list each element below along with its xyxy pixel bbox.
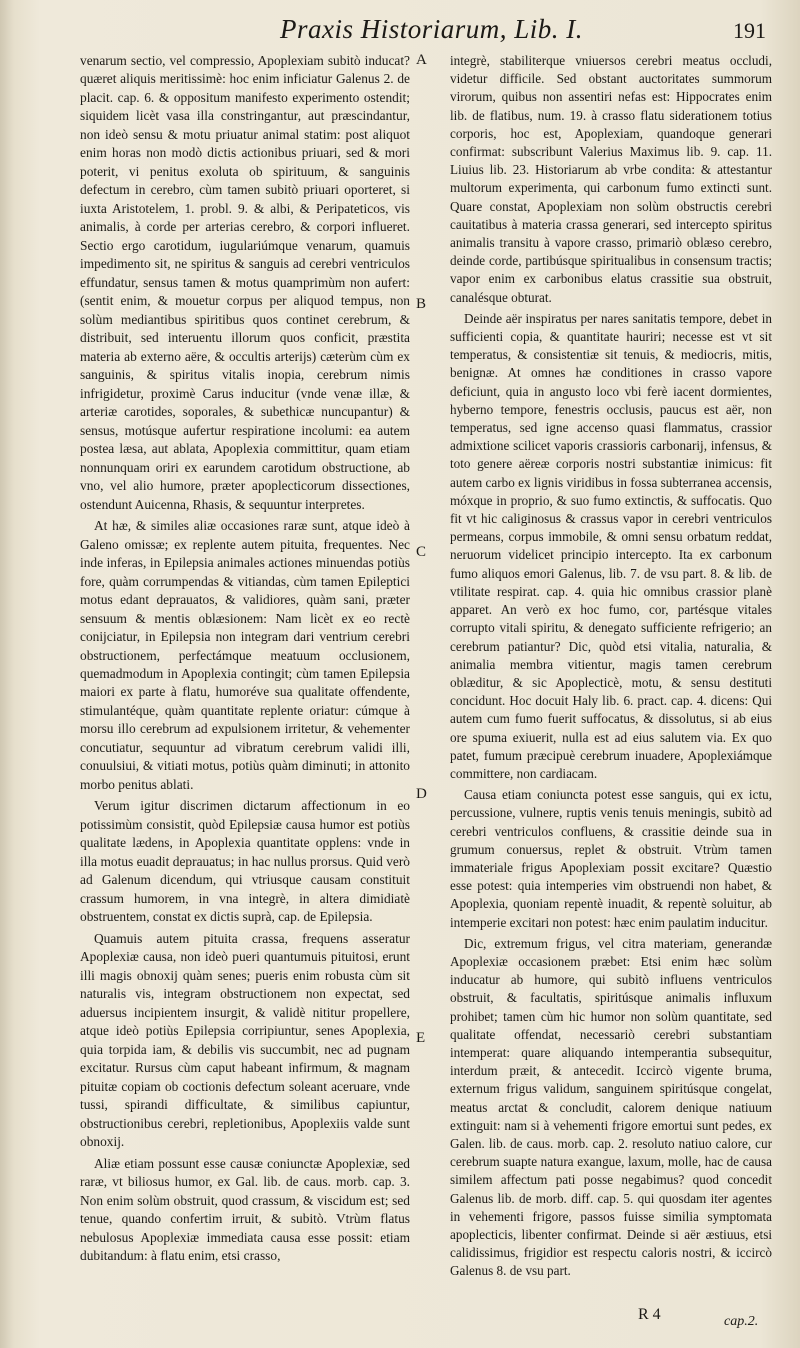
- margin-marker-d: D: [416, 786, 427, 802]
- paragraph: venarum sectio, vel compressio, Apoplexiam subitò inducat? quæret aliquis meritissimè: hoc enim inficiatur Galenus 2. de placit. cap. 6. & oppositum manifesto experimento ostendit; siquidem licèt vasa illa constringantur, aut præscindantur, non ideò sensu & motu priuatur animal statim: post aliquot enim horas non modò dictis actionibus priuari, sed & mori poterit, vi penitus exoluta ob spirituum, & sanguinis defectum in cerebro, cùm tamen subitò priuari oporteret, si iuxta Aristotelem, 1. probl. 9. & albi, & Peripateticos, vis animalis, à corde per arterias cerebro, & corpori influeret. Sectio ergo carotidum, iugulariúmque venarum, quamuis impedimento sit, ne spiritus & sanguis ad cerebri ventriculos effundatur, sensus tamen & motus quamprimùm non aufert: (sentit enim, & mouetur corpus per aliquod tempus, non solùm mediantibus spiritibus quos continet cerebrum, & distribuit, sed interuentu illorum quos conficit, præstita materia ab externo aëre, & occultis arterijs) cæterùm cùm ex sanguinis, & spiritus vitalis inopia, cerebrum nimis infrigidetur, proximè Carus inducitur (vnde venæ illæ, & arteriæ carotides, soporales, & subethicæ nuncupantur) & sensus, motúsque aufertur respiratione incolumi: ea autem postea læsa, aut ablata, Apoplexia committitur, quam etiam nonnunquam oriri ex earundem carotidum obstructione, ab vno, vel alio humore, præter apoplecticorum dissectiones, ostendunt Auicenna, Rhasis, & sequuntur interpretes.: [80, 53, 410, 512]
- paragraph: Deinde aër inspiratus per nares sanitatis tempore, debet in sufficienti copia, & quantitate hauriri; necesse est vt sit temperatus, & consistentiæ sit tenuis, & mediocris, mitis, benignæ. At omnes hæ conditiones in crasso vapore deficiunt, quia in angusto loco vbi ferè iacent dormientes, hyberno tempore, fenestris occlusis, paucus est aër, non temperatus, sed igne accenso quasi flammatus, crassior admixtione scilicet vaporis crassioris carbonarij, infensus, & toto genere aëreæ corporis nostri substantiæ inimicus: fit autem carbo ex lignis viridibus in fossa subterranea accensis, móxque in proprio, & suo fumo extinctis, & suffocatis. Quo fit vt hic caliginosus & crassus vapor in cerebri ventriculos permeans, corpus immobile, & omni sensu orbatum reddat, neruorum videlicet principio intercepto. Ita ex carbonum fumo aliquos emori Galenus, lib. 7. de vsu part. 8. & lib. de vtilitate respirat. cap. 4. quia hic omnibus crassior planè apparet. An verò ex hoc fumo, cor, partésque vitales corrupto vitali spiritu, & denegato sufficiente refrigerio; an cerebrum patiantur? Dic, quòd etsi vitalia, naturalia, & animalia membra vitientur, magis tamen cerebrum oblæditur, & sic Apoplecticè, motu, & sensu destituti concidunt. Hoc docuit Haly lib. 6. pract. cap. 4. dicens: Qui autem cum fumo fuerit suffocatus, & dissolutus, si ab eius ore spuma exiuerit, nulla est ad eius salutem via. Ex quo patet, fumum præcipuè cerebrum inuadere, Apoplexiámque committere, non cardiacam.: [450, 310, 772, 781]
- margin-marker-e: E: [416, 1030, 426, 1046]
- right-column: [450, 52, 772, 1281]
- paragraph: Quamuis autem pituita crassa, frequens asseratur Apoplexiæ causa, non ideò pueri quantumuis pituitosi, erunt illi magis obnoxij quàm senes; pueris enim robusta cùm sit naturalis vis, integram obstructionem non expectat, sed aduersus incipientem insurgit, & validè nititur propellere, atque ideò potiùs Epilepsia corripiuntur, senes Apoplexia, quia torpida iam, & debilis vis succumbit, nec ad pugnam excitatur. Rursus cùm caput habeant infirmum, & magnam pituitæ copiam ob coctionis defectum soleant aceruare, vnde tussi, spirandi difficultate, & similibus capiuntur, obstructionibus cerebri, repletionibus, Apoplexiis valde sunt obnoxij.: [80, 930, 410, 1150]
- paragraph: Dic, extremum frigus, vel citra materiam, generandæ Apoplexiæ occasionem præbet: Etsi enim hæc solùm inducatur ab humore, qui subitò influens ventriculos obstruit, & facultatis, spiritúsque animalis influxum prohibet; tamen cùm hic humor non solùm quantitate, sed qualitate offendat, necessariò cerebri substantiam intemperat: quare aliquando intemperantia subsequitur, interdum præit, & antecedit. Iccircò vigente bruma, externum frigus validum, sanguinem spiritúsque congelat, meatus arctat & concludit, calorem denique natiuum extinguit: nam si à vehementi frigore emortui sunt pedes, ex Galen. lib. de caus. morb. cap. 2. resoluto natiuo calore, cur cerebrum suapte natura exangue, laxum, molle, hac de causa similem affectum pati posse negabimus? quod concedit Galenus lib. de morb. diff. cap. 5. qui quosdam iter agentes in vehementi frigore, passos fuisse similia symptomata apoplecticis, libenter confirmat. Deinde si aër æstiuus, etsi calidissimus, frigidior est respectu caloris nostri, & iccircò Galenus 8. de vsu part.: [450, 935, 772, 1279]
- catchword: cap.2.: [724, 1314, 759, 1329]
- paragraph: Verum igitur discrimen dictarum affectionum in eo potissimùm consistit, quòd Epilepsiæ causa humor est potiùs qualitate lædens, in Apoplexia quantitate opplens: vnde in illa motus euadit deprauatus; in hac nullus prorsus. Quid verò ad Galenum dicendum, qui vtriusque causam constituit crassum humorem, in vna integrè, in altera dimidiatè obstruentem, constat ex dictis suprà, cap. de Epilepsia.: [80, 798, 410, 925]
- page-number: 191: [733, 18, 766, 43]
- page-header: [0, 8, 800, 48]
- paragraph: Causa etiam coniuncta potest esse sanguis, qui ex ictu, percussione, vulnere, ruptis venis tenuis meningis, subitò ad cerebri ventriculos confluens, & crassitie deinde sua in grumum conuersus, replet & obstruit. Vtrùm tamen immateriale frigus Apoplexiam possit excitare? Quæstio esse potest: quia intemperies vim obstruendi non habet, & Apoplexia, quoniam repentè inuadit, & repentè soluitur, ab intemperie excitari non potest: hæc enim paulatim inducitur.: [450, 787, 772, 930]
- margin-marker-c: C: [416, 544, 427, 560]
- running-title: Praxis Historiarum, Lib. I.: [280, 14, 584, 44]
- page-footer: [0, 1306, 800, 1336]
- left-column: [80, 52, 410, 1265]
- signature-mark: R 4: [638, 1306, 661, 1323]
- paragraph: At hæ, & similes aliæ occasiones raræ sunt, atque ideò à Galeno omissæ; ex replente autem pituita, frequentes. Nec inde inferas, in Epilepsia animales actiones minuendas potiùs fore, quàm corrumpendas & vitiandas, cùm tamen Epileptici motus edant deprauatos, & validiores, quàm sani, præter sensuum & mentis oblæsionem: Nam licèt ex eo rectè conijciatur, in Epilepsia non integram dari ventrium cerebri obstructionem, perfectámque meatuum occlusionem, quemadmodum in Apoplexia contingit; cùm tamen Epilepsia maiori ex parte à flatu, humoréve sua qualitate offendente, stimulantéque, quàm quantitate replente oriatur: cúmque à morsu illo cerebrum ad expulsionem irritetur, & vehementer concutiatur, sequuntur ad vibratum cerebrum validi illi, conuulsiui, & vitiati motus, potiùs quàm diminuti; in attonito morbo penitus ablati.: [80, 518, 410, 792]
- paragraph: Aliæ etiam possunt esse causæ coniunctæ Apoplexiæ, sed raræ, vt biliosus humor, ex Gal. lib. de caus. morb. cap. 3. Non enim solùm obstruit, quod crassum, & viscidum est; sed tenue, quando confertim irruit, & subitò. Vtrùm flatus nebulosus Apoplexiæ immediata causa esse possit: etiam dubitandum: à flatu enim, etsi crasso,: [80, 1155, 410, 1263]
- margin-marker-a: A: [416, 52, 427, 68]
- paragraph: integrè, stabiliterque vniuersos cerebri meatus occludi, videtur difficile. Sed obstant auctoritates summorum virorum, quibus non assentiri nefas est: Hippocrates enim lib. de flatibus, num. 19. à crasso flatu siderationem totius corporis, hoc est, Apoplexiam, quandoque generari confirmat: subscribunt Valerius Maximus lib. 9. cap. 11. Liuius lib. 23. Historiarum ab vrbe condita: & attestantur multorum experimenta, qui carbonum fumo extincti sunt. Quare constat, Apoplexiam non solùm obstructis cerebri cauitatibus à materia crassa generari, sed intercepto spiritus animalis transitu à vapore crasso, primariò oblæso cerebro, deinde corde, partibúsque spiritualibus in consensum tractis; vapor enim ex carbonibus elatus crassitie sua obstruit, canalésque obturat.: [450, 53, 772, 305]
- margin-marker-b: B: [416, 296, 427, 312]
